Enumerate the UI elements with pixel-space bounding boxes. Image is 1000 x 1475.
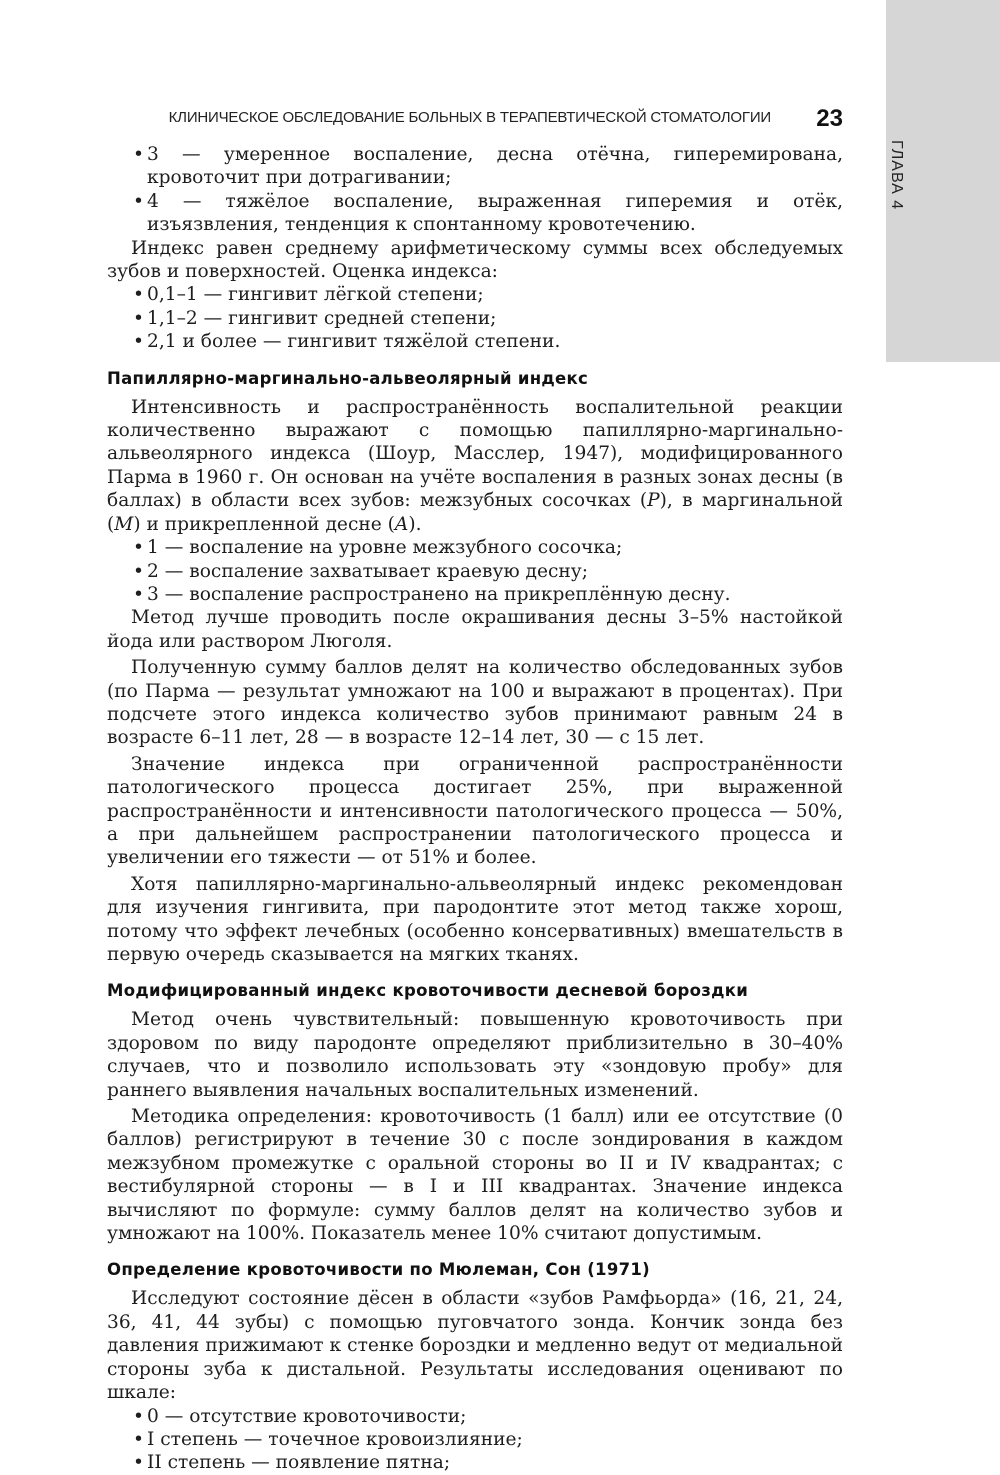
paragraph: Методика определения: кровоточивость (1 балл) или ее отсутствие (0 баллов) регистрируют в течение 30 с после зондирования в каждом межзубном промежутке с оральной стороны во II и IV квадрантах; с вестибулярной стороны — в I и III квадрантах. Значение индекса вычисляют по формуле: сумму баллов делят на количество зубов и умножают на 100%. Показатель менее 10% считают допустимым. [107,1106,843,1245]
list-item: • 2 — воспаление захватывает краевую десну; [107,560,843,583]
paragraph: Метод лучше проводить после окрашивания десны 3–5% настойкой йода или раствором Люголя. [107,607,843,652]
text: A [394,513,409,535]
paragraph: Значение индекса при ограниченной распространённости патологического процесса достигает 25%, при выраженной распространённости и интенсивности патологического процесса — 50%, а при дальнейшем распространении патологического процесса и увеличении его тяжести — от 51% и более. [107,753,843,869]
list-item: • 2,1 и более — гингивит тяжёлой степени. [107,330,843,353]
score-list [107,283,843,353]
text: ). [408,513,422,535]
pma-list [107,536,843,606]
page-body [107,143,843,1475]
paragraph: Метод очень чувствительный: повышенную кровоточивость при здоровом по виду пародонте определяют приблизительно в 30–40% случаев, что и позволило использовать эту «зондовую пробу» для раннего выявления начальных воспалительных изменений. [107,1009,843,1101]
paragraph: Хотя папиллярно-маргинально-альвеолярный индекс рекомендован для изучения гингивита, при пародонтите этот метод также хорош, потому что эффект лечебных (особенно консервативных) вмешательств в первую очередь сказывается на мягких тканях. [107,873,843,965]
list-item: • 0,1–1 — гингивит лёгкой степени; [107,283,843,306]
severity-list [107,143,843,237]
page-header [107,105,843,137]
list-item: • 0 — отсутствие кровоточивости; [107,1405,843,1428]
running-head: КЛИНИЧЕСКОЕ ОБСЛЕДОВАНИЕ БОЛЬНЫХ В ТЕРАПЕВТИЧЕСКОЙ СТОМАТОЛОГИИ [168,109,771,126]
list-item: • 1 — воспаление на уровне межзубного сосочка; [107,536,843,559]
list-item: • I степень — точечное кровоизлияние; [107,1428,843,1451]
chapter-tab-label: ГЛАВА 4 [888,140,905,211]
paragraph: Исследуют состояние дёсен в области «зубов Рамфьорда» (16, 21, 24, 36, 41, 44 зубы) с помощью пуговчатого зонда. Кончик зонда без давления прижимают к стенке бороздки и медленно ведут от медиальной стороны зуба к дистальной. Результаты исследования оценивают по шкале: [107,1288,843,1404]
text: ) и прикрепленной десне ( [133,513,395,535]
list-item: • 1,1–2 — гингивит средней степени; [107,307,843,330]
text: P [647,490,660,512]
text: Интенсивность и распространённость воспалительной реакции количественно выражают с помощью папиллярно-маргинально-альвеолярного индекса (Шоур, Масслер, 1947), модифицированного Парма в 1960 г. Он основан на учёте воспаления в разных зонах десны (в баллах) в области всех зубов: межзубных сосочках ( [107,396,843,512]
page-number: 23 [816,105,843,132]
list-item: • 3 — воспаление распространено на прикреплённую десну. [107,583,843,606]
bleeding-scale-list [107,1405,843,1475]
section-heading: Папиллярно-маргинально-альвеолярный индекс [107,368,589,388]
section-heading: Модифицированный индекс кровоточивости десневой бороздки [107,981,749,1001]
paragraph [107,396,843,536]
list-item: • 3 — умеренное воспаление, десна отёчна, гиперемирована, кровоточит при дотрагивании; [107,143,843,190]
list-item: • II степень — появление пятна; [107,1451,843,1474]
list-item: • 4 — тяжёлое воспаление, выраженная гиперемия и отёк, изъязвления, тенденция к спонтанному кровотечению. [107,190,843,237]
paragraph: Полученную сумму баллов делят на количество обследованных зубов (по Парма — результат умножают на 100 и выражают в процентах). При подсчете этого индекса количество зубов принимают равным 24 в возрасте 6–11 лет, 28 — в возрасте 12–14 лет, 30 — с 15 лет. [107,657,843,749]
text: M [114,513,134,535]
section-heading: Определение кровоточивости по Мюлеман, Сон (1971) [107,1260,650,1280]
text: ), в маргинальной ( [107,490,843,535]
paragraph: Индекс равен среднему арифметическому суммы всех обследуемых зубов и поверхностей. Оценка индекса: [107,237,843,283]
